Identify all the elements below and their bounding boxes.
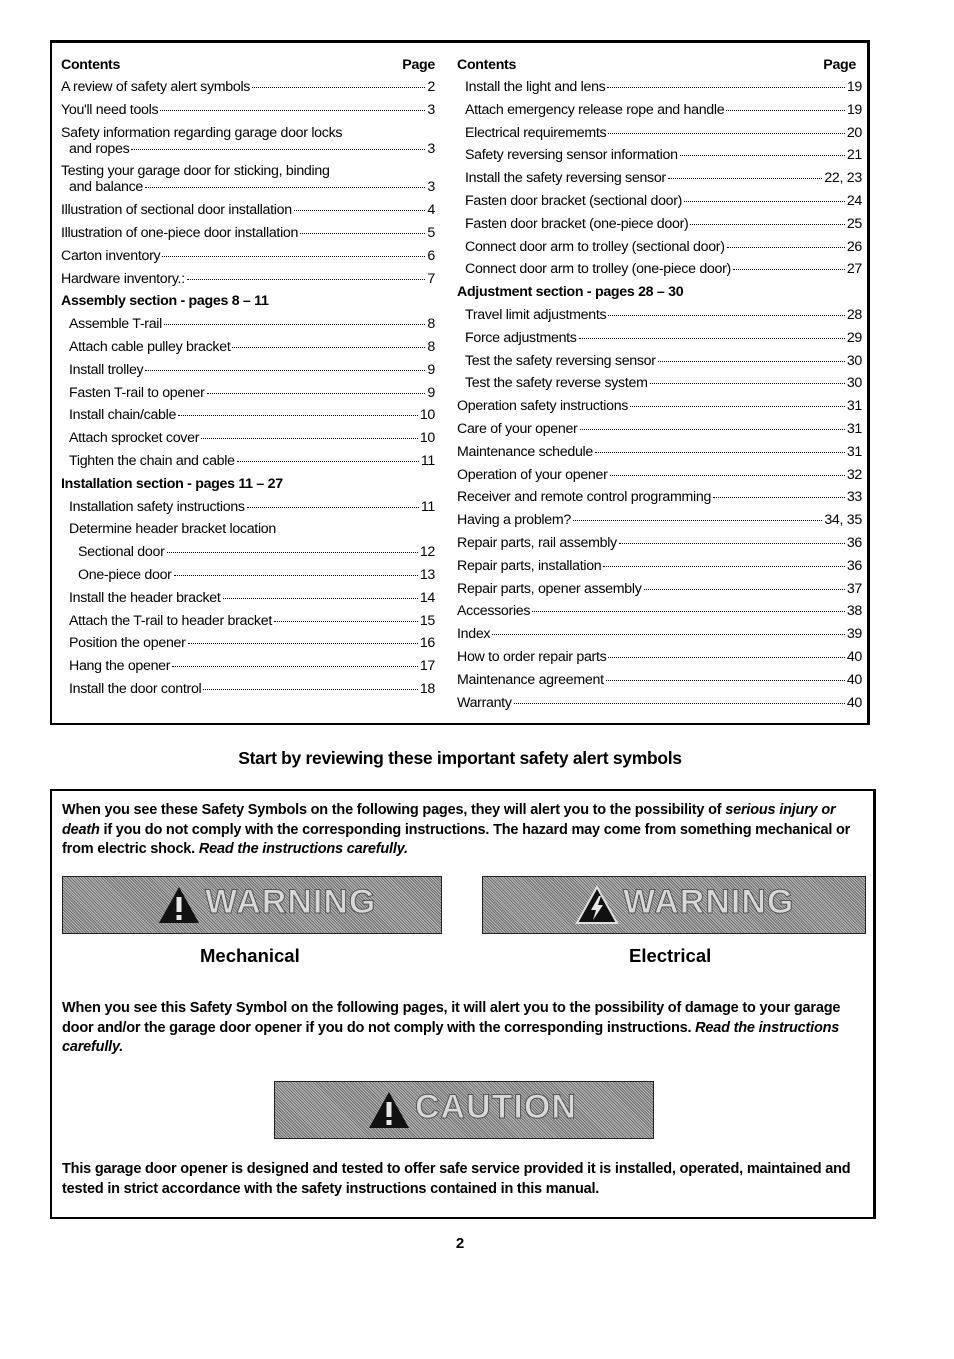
contents-entry — [61, 385, 435, 408]
dot-leader — [733, 269, 845, 270]
contents-entry-page: 40 — [846, 671, 862, 688]
contents-entry-title: Carton inventory — [61, 247, 161, 264]
contents-entry — [457, 307, 862, 330]
contents-entry-page: 24 — [846, 192, 862, 209]
contents-entry-page: 22, 23 — [824, 170, 862, 187]
contents-entry — [61, 271, 435, 294]
contents-entry — [61, 362, 435, 385]
contents-entry-title: Fasten door bracket (sectional door) — [465, 192, 683, 209]
contents-entry-page: 29 — [846, 329, 862, 346]
contents-entry — [457, 102, 862, 125]
contents-entry-title: Repair parts, rail assembly — [457, 534, 617, 551]
contents-entry-title: Fasten T-rail to opener — [69, 384, 205, 401]
contents-entry-title: Illustration of one-piece door installation — [61, 224, 299, 241]
dot-leader — [727, 247, 845, 248]
contents-entry-title: Install the header bracket — [69, 589, 221, 606]
contents-header-right — [457, 57, 862, 79]
contents-entry-page: 6 — [427, 247, 435, 264]
dot-leader — [690, 224, 844, 225]
dot-leader — [610, 475, 845, 476]
contents-entry — [61, 248, 435, 271]
contents-entry-page: 21 — [846, 147, 862, 164]
contents-entry-title: Receiver and remote control programming — [457, 489, 712, 506]
dot-leader — [131, 149, 425, 150]
contents-entry-page: 11 — [420, 452, 435, 469]
dot-leader — [201, 438, 418, 439]
contents-entry-page: 32 — [846, 466, 862, 483]
caution-intro-text: When you see this Safety Symbol on the following pages, it will alert you to the possibility of damage to your garage door and/or the garage door opener if you do not comply with the corresponding instructions. — [62, 1000, 841, 1036]
safety-symbols-box — [50, 789, 876, 1219]
dot-leader — [232, 347, 425, 348]
dot-leader — [650, 383, 845, 384]
warning-mechanical-banner — [62, 876, 442, 934]
contents-entry-title: Maintenance schedule — [457, 443, 593, 460]
contents-entry — [457, 489, 862, 512]
contents-entry-title: Maintenance agreement — [457, 671, 604, 688]
contents-entry-title: Assembly section - pages 8 – 11 — [61, 293, 269, 310]
contents-entry-title: Testing your garage door for sticking, binding — [61, 163, 330, 180]
contents-entry — [457, 467, 862, 490]
safety-intro-emphasis: serious injury or death — [62, 802, 836, 838]
contents-entry — [61, 125, 435, 157]
contents-entry-page: 4 — [427, 202, 435, 219]
contents-entry-title: Operation of your opener — [457, 466, 608, 483]
contents-entry-title: Sectional door — [78, 544, 165, 561]
contents-entry — [61, 316, 435, 339]
dot-leader — [644, 589, 845, 590]
contents-entry-title: Attach the T-rail to header bracket — [69, 612, 272, 629]
dot-leader — [532, 611, 845, 612]
contents-entry-title: Attach sprocket cover — [69, 430, 200, 447]
dot-leader — [595, 452, 845, 453]
contents-entry-page: 10 — [419, 407, 435, 424]
dot-leader — [492, 634, 845, 635]
warning-electrical-banner — [482, 876, 866, 934]
dot-leader — [223, 598, 418, 599]
contents-entry-page: 9 — [427, 361, 435, 378]
contents-entry-page: 31 — [846, 443, 862, 460]
dot-leader — [713, 497, 845, 498]
page-number: 2 — [455, 1235, 465, 1252]
contents-entry-title: A review of safety alert symbols — [61, 79, 251, 95]
contents-entry-page: 12 — [419, 544, 435, 561]
dot-leader — [580, 429, 845, 430]
contents-entry-title: Having a problem? — [457, 512, 571, 529]
contents-left-column — [61, 57, 435, 704]
contents-entry — [61, 544, 435, 567]
contents-entry-title: Installation section - pages 11 – 27 — [61, 475, 283, 492]
dot-leader — [607, 87, 844, 88]
caution-banner — [274, 1081, 654, 1139]
contents-header-page-label: Page — [402, 57, 435, 73]
contents-entry-title: Connect door arm to trolley (sectional door) — [465, 238, 725, 255]
dot-leader — [187, 279, 426, 280]
contents-entry-page: 5 — [427, 224, 435, 241]
contents-left-list — [61, 79, 435, 704]
safety-intro-text-b: if you do not comply with the corresponding instructions. The hazard may come from something mechanical or from electric shock. — [62, 821, 851, 857]
contents-entry — [61, 163, 435, 195]
contents-entry — [457, 535, 862, 558]
contents-entry-title: Care of your opener — [457, 420, 578, 437]
contents-entry-page: 11 — [420, 498, 435, 515]
dot-leader — [145, 370, 425, 371]
contents-entry-page: 37 — [846, 580, 862, 597]
safety-intro-read-carefully: Read the instructions carefully. — [198, 841, 408, 857]
contents-entry-title: Adjustment section - pages 28 – 30 — [457, 284, 684, 301]
contents-entry-page: 38 — [846, 603, 862, 620]
contents-entry — [457, 375, 862, 398]
contents-header-label: Contents — [61, 57, 121, 73]
contents-entry-page: 18 — [419, 680, 435, 697]
contents-entry — [61, 79, 435, 102]
contents-entry-page: 39 — [846, 626, 862, 643]
contents-entry-title: Install trolley — [69, 361, 144, 378]
contents-entry-title: Force adjustments — [465, 329, 577, 346]
contents-entry-title: Attach cable pulley bracket — [69, 338, 231, 355]
dot-leader — [668, 178, 823, 179]
contents-entry-page: 34, 35 — [824, 512, 862, 529]
safety-intro-text-a: When you see these Safety Symbols on the following pages, they will alert you to the possibility of — [62, 802, 726, 818]
contents-entry — [457, 79, 862, 102]
contents-entry — [61, 635, 435, 658]
contents-entry-page: 33 — [846, 489, 862, 506]
contents-entry-page: 20 — [846, 124, 862, 141]
contents-entry-line2 — [61, 179, 435, 195]
dot-leader — [164, 324, 425, 325]
contents-entry-title: Hang the opener — [69, 658, 171, 675]
contents-entry — [457, 695, 862, 718]
contents-right-column — [457, 57, 862, 717]
contents-entry-page: 31 — [846, 398, 862, 415]
dot-leader — [630, 406, 845, 407]
contents-entry-page: 2 — [427, 79, 435, 95]
contents-entry — [61, 453, 435, 476]
contents-entry-page: 25 — [846, 215, 862, 232]
warning-electrical-word: WARNING — [623, 883, 795, 921]
dot-leader — [162, 256, 425, 257]
dot-leader — [167, 552, 418, 553]
contents-entry-title-cont: and balance — [69, 179, 144, 196]
contents-box — [50, 40, 870, 725]
contents-entry-page: 10 — [419, 430, 435, 447]
dot-leader — [619, 543, 845, 544]
dot-leader — [658, 361, 845, 362]
contents-entry-page: 40 — [846, 694, 862, 711]
contents-entry-title: You'll need tools — [61, 101, 159, 118]
contents-entry-title: Install the light and lens — [465, 79, 606, 95]
contents-entry-title: Illustration of sectional door installation — [61, 202, 292, 219]
contents-entry — [457, 444, 862, 467]
warning-triangle-icon — [157, 885, 201, 925]
dot-leader — [608, 133, 844, 134]
contents-entry — [457, 672, 862, 695]
dot-leader — [160, 110, 425, 111]
contents-entry-title: Safety reversing sensor information — [465, 147, 678, 164]
contents-entry — [457, 603, 862, 626]
dot-leader — [684, 201, 845, 202]
contents-entry-title: Tighten the chain and cable — [69, 452, 235, 469]
safety-intro-paragraph — [62, 801, 862, 860]
contents-entry-title: Install the door control — [69, 680, 202, 697]
contents-entry-title-cont: and ropes — [69, 140, 130, 157]
contents-entry — [457, 649, 862, 672]
contents-header-label: Contents — [457, 57, 517, 73]
contents-entry — [457, 125, 862, 148]
contents-entry — [457, 626, 862, 649]
contents-entry — [457, 193, 862, 216]
contents-entry-page: 17 — [419, 658, 435, 675]
contents-entry-page: 7 — [427, 270, 435, 287]
contents-entry — [61, 499, 435, 522]
mechanical-label: Mechanical — [200, 945, 300, 966]
dot-leader — [178, 415, 418, 416]
contents-entry-title: Test the safety reverse system — [465, 375, 648, 392]
contents-entry — [61, 658, 435, 681]
dot-leader — [252, 87, 425, 88]
dot-leader — [247, 507, 419, 508]
contents-entry-title: Warranty — [457, 694, 512, 711]
contents-entry — [61, 407, 435, 430]
contents-entry-page: 28 — [846, 306, 862, 323]
contents-entry-page: 3 — [427, 140, 435, 157]
contents-entry-title: One-piece door — [78, 566, 172, 583]
contents-entry-title: Repair parts, installation — [457, 557, 602, 574]
contents-entry-page: 13 — [419, 566, 435, 583]
dot-leader — [603, 566, 844, 567]
dot-leader — [188, 643, 418, 644]
contents-entry — [61, 681, 435, 704]
safety-section-heading: Start by reviewing these important safety alert symbols — [238, 748, 682, 768]
caution-word: CAUTION — [415, 1088, 577, 1126]
contents-entry — [457, 398, 862, 421]
contents-entry — [457, 330, 862, 353]
contents-entry-title: Index — [457, 626, 491, 643]
contents-entry-page: 40 — [846, 648, 862, 665]
dot-leader — [608, 315, 845, 316]
caution-triangle-icon — [367, 1090, 411, 1130]
warning-mechanical-word: WARNING — [205, 883, 377, 921]
contents-entry-page: 19 — [846, 79, 862, 95]
dot-leader — [514, 703, 845, 704]
contents-entry-title: Attach emergency release rope and handle — [465, 101, 725, 118]
contents-entry-title: Determine header bracket location — [69, 521, 276, 538]
contents-entry-page: 8 — [427, 316, 435, 333]
contents-entry-title: Connect door arm to trolley (one-piece door) — [465, 261, 731, 278]
contents-entry — [61, 590, 435, 613]
contents-entry — [61, 476, 435, 499]
contents-entry-title: Hardware inventory.: — [61, 270, 185, 287]
contents-entry — [457, 261, 862, 284]
dot-leader — [207, 393, 426, 394]
dot-leader — [174, 575, 418, 576]
contents-entry-page: 26 — [846, 238, 862, 255]
contents-entry-title: Fasten door bracket (one-piece door) — [465, 215, 689, 232]
dot-leader — [294, 210, 426, 211]
contents-entry — [61, 339, 435, 362]
contents-entry-page: 8 — [427, 338, 435, 355]
dot-leader — [172, 666, 418, 667]
dot-leader — [608, 657, 844, 658]
contents-entry-title: Install chain/cable — [69, 407, 177, 424]
contents-entry — [457, 558, 862, 581]
contents-entry-title: Assemble T-rail — [69, 316, 163, 333]
contents-entry-page: 27 — [846, 261, 862, 278]
contents-entry-title: Position the opener — [69, 635, 186, 652]
dot-leader — [579, 338, 845, 339]
contents-entry-page: 19 — [846, 101, 862, 118]
contents-entry — [61, 202, 435, 225]
dot-leader — [237, 461, 419, 462]
contents-entry-line2 — [61, 141, 435, 157]
contents-entry-title: How to order repair parts — [457, 648, 607, 665]
dot-leader — [606, 680, 845, 681]
contents-entry — [457, 421, 862, 444]
contents-entry-page: 36 — [846, 534, 862, 551]
electrical-label: Electrical — [629, 945, 712, 966]
contents-header-left — [61, 57, 435, 79]
contents-entry — [61, 613, 435, 636]
contents-entry — [457, 147, 862, 170]
contents-entry — [61, 225, 435, 248]
contents-entry — [457, 284, 862, 307]
contents-entry-title: Travel limit adjustments — [465, 306, 607, 323]
contents-entry-title: Install the safety reversing sensor — [465, 170, 666, 187]
contents-entry-page: 14 — [419, 589, 435, 606]
contents-entry — [457, 353, 862, 376]
contents-entry-page: 30 — [846, 352, 862, 369]
contents-entry-page: 30 — [846, 375, 862, 392]
contents-entry-page: 16 — [419, 635, 435, 652]
safety-statement-paragraph: This garage door opener is designed and tested to offer safe service provided it is installed, operated, maintained and tested in strict accordance with the safety instructions contained in this manual. — [62, 1161, 851, 1197]
contents-entry-title: Safety information regarding garage door locks — [61, 124, 343, 141]
dot-leader — [203, 689, 417, 690]
contents-entry-title: Electrical requirememts — [465, 124, 607, 141]
contents-entry-page: 3 — [427, 179, 435, 196]
caution-intro-paragraph — [62, 999, 862, 1058]
caution-read-carefully: Read the instructions carefully. — [62, 1019, 840, 1055]
contents-entry — [457, 581, 862, 604]
contents-entry — [457, 239, 862, 262]
contents-entry — [457, 170, 862, 193]
contents-entry-page: 15 — [419, 612, 435, 629]
contents-entry-page: 9 — [427, 384, 435, 401]
contents-entry — [61, 567, 435, 590]
contents-entry — [457, 216, 862, 239]
contents-entry — [61, 102, 435, 125]
contents-entry-title: Operation safety instructions — [457, 398, 629, 415]
contents-entry-title: Installation safety instructions — [69, 498, 245, 515]
dot-leader — [726, 110, 844, 111]
dot-leader — [145, 187, 425, 188]
contents-right-list — [457, 79, 862, 717]
contents-entry — [457, 512, 862, 535]
electrical-hazard-triangle-icon — [575, 885, 619, 925]
contents-entry — [61, 521, 435, 544]
contents-entry-title: Test the safety reversing sensor — [465, 352, 656, 369]
dot-leader — [274, 621, 418, 622]
dot-leader — [300, 233, 425, 234]
contents-entry-title: Accessories — [457, 603, 531, 620]
contents-entry-page: 3 — [427, 101, 435, 118]
contents-entry-title: Repair parts, opener assembly — [457, 580, 642, 597]
dot-leader — [573, 520, 822, 521]
contents-entry — [61, 293, 435, 316]
contents-entry-page: 31 — [846, 420, 862, 437]
dot-leader — [680, 155, 845, 156]
contents-header-page-label: Page — [823, 57, 856, 73]
contents-entry — [61, 430, 435, 453]
contents-entry-page: 36 — [846, 557, 862, 574]
